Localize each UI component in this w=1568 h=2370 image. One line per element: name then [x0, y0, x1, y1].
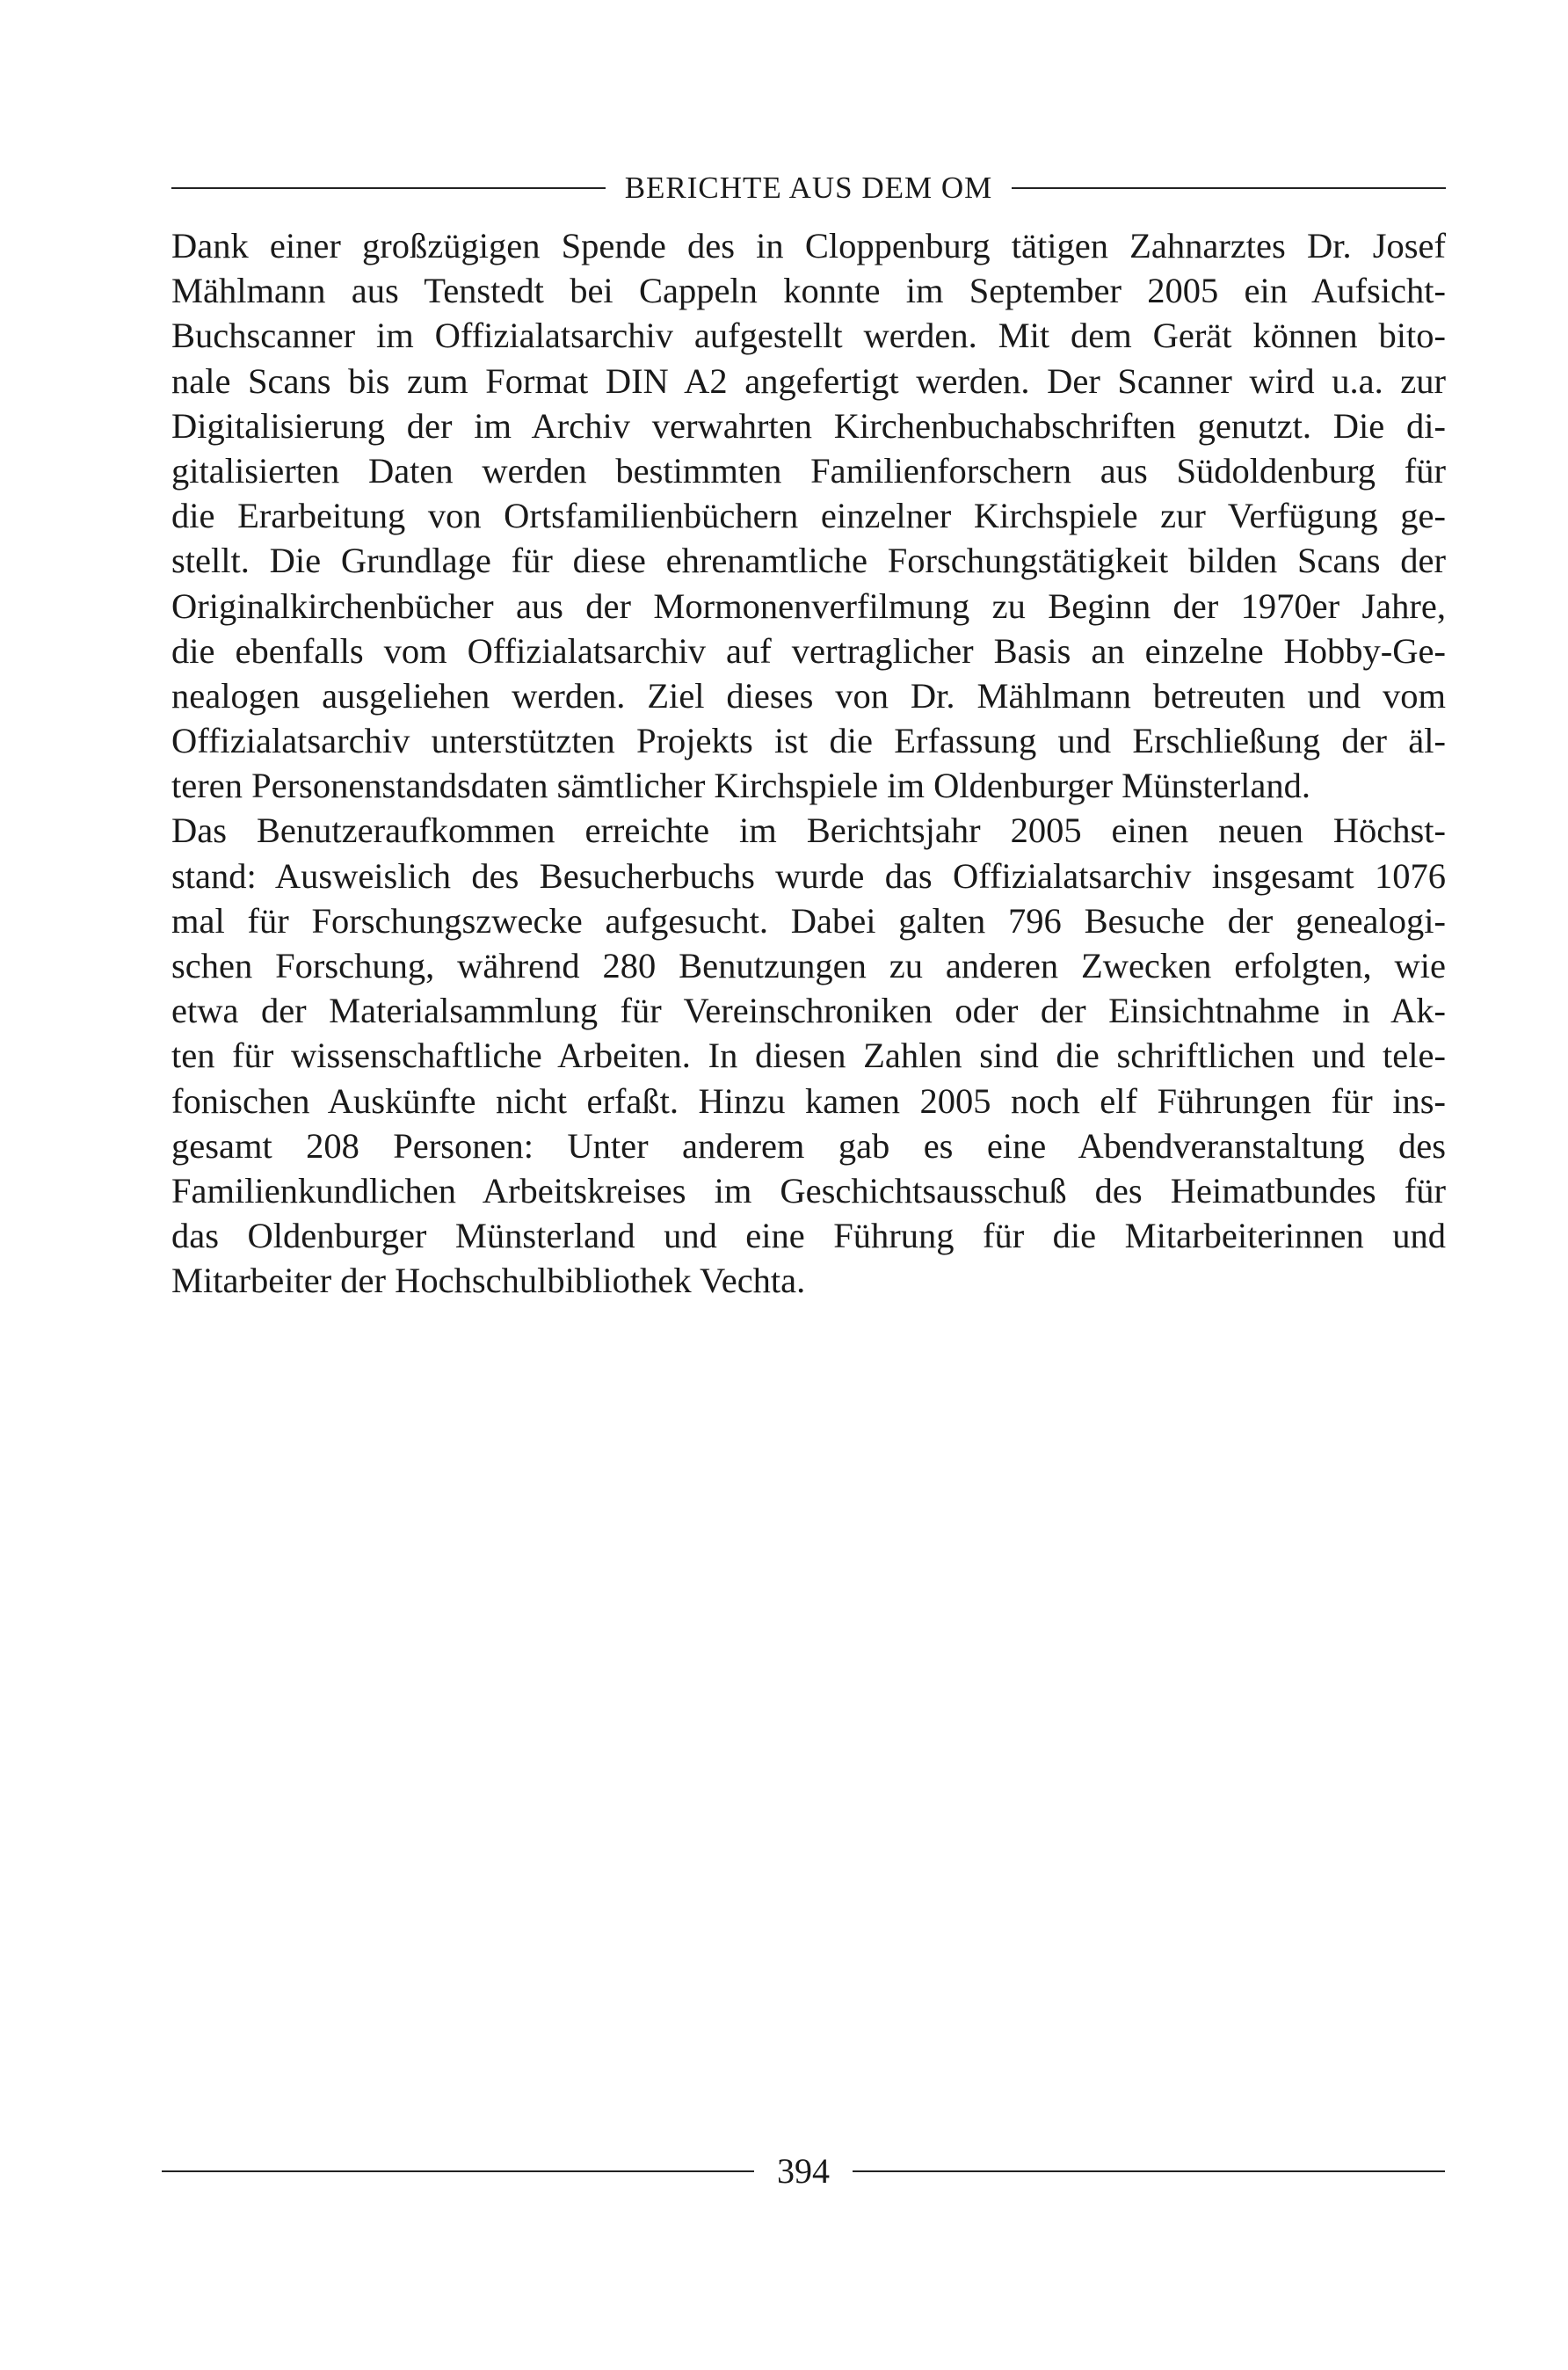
text-line: Familienkundlichen Arbeitskreises im Geschichtsausschuß des Heimatbundes für [171, 1170, 1446, 1210]
text-line: Mählmann aus Tenstedt bei Cappeln konnte im September 2005 ein Aufsicht- [171, 271, 1446, 311]
running-head-title: BERICHTE AUS DEM OM [624, 171, 993, 205]
text-line: fonischen Auskünfte nicht erfaßt. Hinzu kamen 2005 noch elf Führungen für ins- [171, 1080, 1446, 1121]
text-line: Buchscanner im Offizialatsarchiv aufgestellt werden. Mit dem Gerät können bito- [171, 316, 1446, 356]
text-line: nealogen ausgeliehen werden. Ziel dieses von Dr. Mählmann betreuten und vom [171, 675, 1446, 716]
text-line: mal für Forschungszwecke aufgesucht. Dabei galten 796 Besuche der genealogi- [171, 900, 1446, 941]
text-line: stand: Ausweislich des Besucherbuchs wurde das Offizialatsarchiv insgesamt 1076 [171, 855, 1446, 896]
footer-rule-right [853, 2170, 1445, 2172]
text-line: die Erarbeitung von Ortsfamilienbüchern einzelner Kirchspiele zur Verfügung ge- [171, 496, 1446, 536]
text-line: ten für wissenschaftliche Arbeiten. In diesen Zahlen sind die schriftlichen und tele- [171, 1036, 1446, 1076]
text-line: teren Personenstandsdaten sämtlicher Kirchspiele im Oldenburger Münsterland. [171, 766, 1311, 806]
text-line: das Oldenburger Münsterland und eine Führung für die Mitarbeiterinnen und [171, 1216, 1446, 1256]
running-head-rule-left [171, 187, 606, 189]
text-line: Originalkirchenbücher aus der Mormonenverfilmung zu Beginn der 1970er Jahre, [171, 585, 1446, 626]
text-line: gesamt 208 Personen: Unter anderem gab es eine Abendveranstaltung des [171, 1125, 1446, 1166]
text-line: stellt. Die Grundlage für diese ehrenamtliche Forschungstätigkeit bilden Scans der [171, 541, 1446, 581]
text-line: Das Benutzeraufkommen erreichte im Berichtsjahr 2005 einen neuen Höchst- [171, 811, 1446, 851]
text-line: schen Forschung, während 280 Benutzungen zu anderen Zwecken erfolgten, wie [171, 946, 1446, 985]
text-line: Offizialatsarchiv unterstützten Projekts ist die Erfassung und Erschließung der äl- [171, 721, 1446, 761]
text-line: Digitalisierung der im Archiv verwahrten Kirchenbuchabschriften genutzt. Die di- [171, 405, 1446, 446]
paragraph-2 [171, 808, 1446, 1303]
text-line: Mitarbeiter der Hochschulbibliothek Vechta. [171, 1261, 806, 1301]
running-head-rule-right [1012, 187, 1446, 189]
paragraph-1 [171, 223, 1446, 808]
text-line: nale Scans bis zum Format DIN A2 angefertigt werden. Der Scanner wird u.a. zur [171, 360, 1446, 401]
footer-rule-left [162, 2170, 754, 2172]
page-number: 394 [777, 2151, 830, 2191]
running-head [171, 171, 1446, 206]
text-line: Dank einer großzügigen Spende des in Cloppenburg tätigen Zahnarztes Dr. Josef [171, 226, 1446, 265]
page-footer [162, 2152, 1445, 2191]
body-text [171, 223, 1446, 1304]
text-line: etwa der Materialsammlung für Vereinschroniken oder der Einsichtnahme in Ak- [171, 991, 1446, 1031]
text-line: gitalisierten Daten werden bestimmten Familienforschern aus Südoldenburg für [171, 450, 1446, 491]
text-line: die ebenfalls vom Offizialatsarchiv auf vertraglicher Basis an einzelne Hobby-Ge- [171, 630, 1446, 671]
